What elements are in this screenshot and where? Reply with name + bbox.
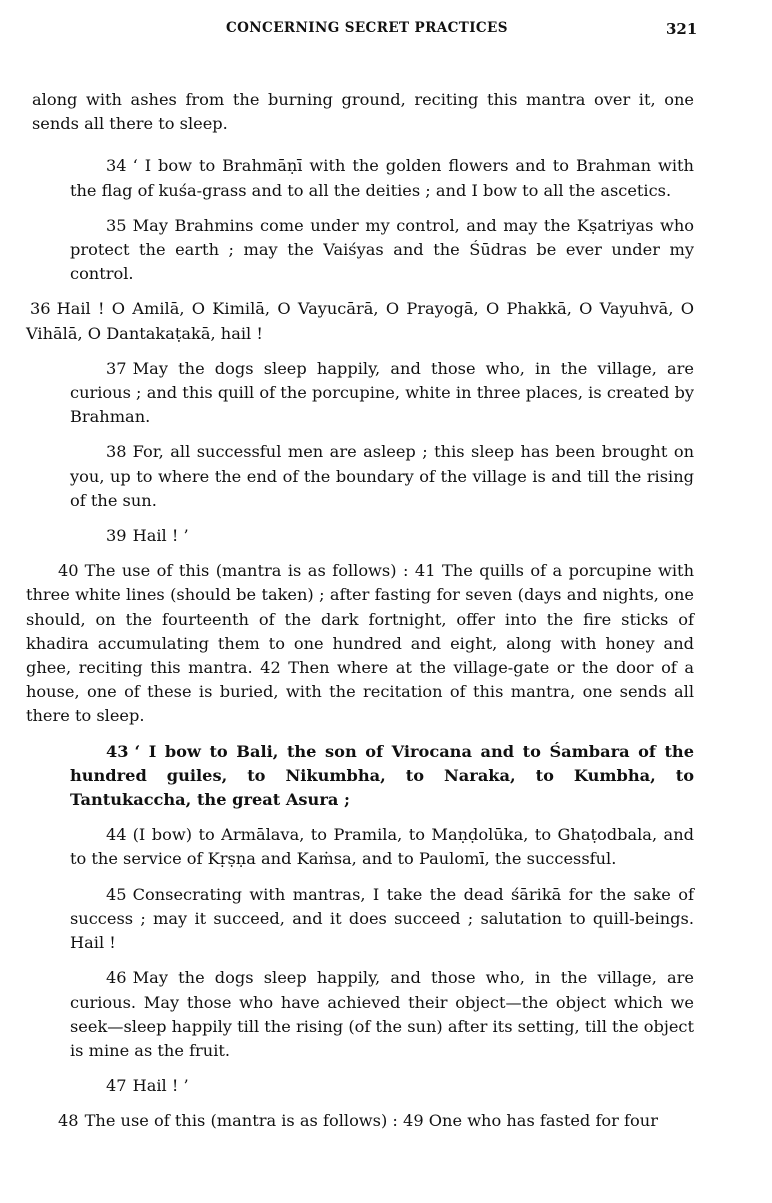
verse-36 [26, 297, 694, 345]
verse-number: 39 [106, 526, 127, 546]
verse-45 [70, 883, 694, 956]
verse-39 [70, 524, 694, 548]
verse-number: 36 [30, 299, 51, 319]
page-number: 321 [666, 20, 698, 38]
verse-text: ‘ I bow to Bali, the son of Virocana and to Śambara of the hundred guiles, to Nikumbha, to Naraka, to Kumbha, to Tantukaccha, the great Asura ; [70, 741, 694, 810]
verse-text: For, all successful men are asleep ; this sleep has been brought on you, up to where the end of the boundary of the village is and till the rising of the sun. [70, 442, 694, 510]
prose-48 [26, 1109, 694, 1133]
verse-text: Consecrating with mantras, I take the dead śārikā for the sake of success ; may it succeed, and it does succeed ; salutation to quill-beings. Hail ! [70, 884, 694, 953]
verse-text: May the dogs sleep happily, and those who, in the village, are curious ; and this quill of the porcupine, white in three places, is created by Brahman. [70, 358, 694, 427]
verse-number: 45 [106, 884, 127, 904]
verse-text: (I bow) to Armālava, to Pramila, to Maṇḍolūka, to Ghaṭodbala, and to the service of Kṛṣṇa and Kaṁsa, and to Paulomī, the successful. [70, 825, 694, 869]
verse-number: 35 [106, 215, 127, 235]
verse-35 [70, 214, 694, 287]
verse-number: 37 [106, 358, 127, 378]
verse-text: Hail ! ’ [132, 1076, 189, 1096]
section-number: 40 [58, 561, 79, 581]
verse-34 [70, 154, 694, 202]
running-head: CONCERNING SECRET PRACTICES [226, 20, 508, 36]
paragraph-continuation [32, 88, 694, 136]
page-header [0, 16, 772, 46]
verse-number: 43 [106, 741, 129, 761]
verse-37 [70, 357, 694, 430]
verse-text: May the dogs sleep happily, and those who, in the village, are curious. May those who have achieved their object—the object which we seek—sleep happily till the rising (of the sun) after its setting, till the object is mine as the fruit. [70, 968, 694, 1060]
verse-47 [70, 1074, 694, 1098]
verse-text: Hail ! ’ [132, 526, 189, 546]
prose-text: The use of this (mantra is as follows) : 41 The quills of a porcupine with three white lines (should be taken) ; after fasting for seven (days and nights, one should, on the fourteenth of the dark fortnight, offer into the fire sticks of khadira accumulating them to one hundred and eight, along with honey and ghee, reciting this mantra. 42 Then where at the village-gate or the door of a house, one of these is buried, with the recitation of this mantra, one sends all there to sleep. [26, 561, 694, 726]
section-number: 48 [58, 1111, 79, 1131]
verse-text: Hail ! O Amilā, O Kimilā, O Vayucārā, O Prayogā, O Phakkā, O Vayuhvā, O Vihālā, O Dantakaṭakā, hail ! [26, 299, 694, 343]
verse-number: 47 [106, 1076, 127, 1096]
verse-number: 46 [106, 968, 127, 988]
prose-text: The use of this (mantra is as follows) : 49 One who has fasted for four [84, 1111, 658, 1131]
prose-40 [26, 559, 694, 728]
verse-number: 34 [106, 156, 127, 176]
verse-number: 44 [106, 825, 127, 845]
verse-number: 38 [106, 442, 127, 462]
verse-43 [70, 740, 694, 813]
paragraph-text: along with ashes from the burning ground, reciting this mantra over it, one sends all there to sleep. [32, 90, 694, 134]
verse-38 [70, 440, 694, 513]
verse-text: ‘ I bow to Brahmāṇī with the golden flowers and to Brahman with the flag of kuśa-grass and to all the deities ; and I bow to all the ascetics. [70, 156, 694, 200]
verse-44 [70, 823, 694, 871]
page-body [26, 88, 694, 1145]
verse-46 [70, 966, 694, 1063]
verse-text: May Brahmins come under my control, and may the Kṣatriyas who protect the earth ; may the Vaiśyas and the Śūdras be ever under my control. [70, 215, 694, 284]
